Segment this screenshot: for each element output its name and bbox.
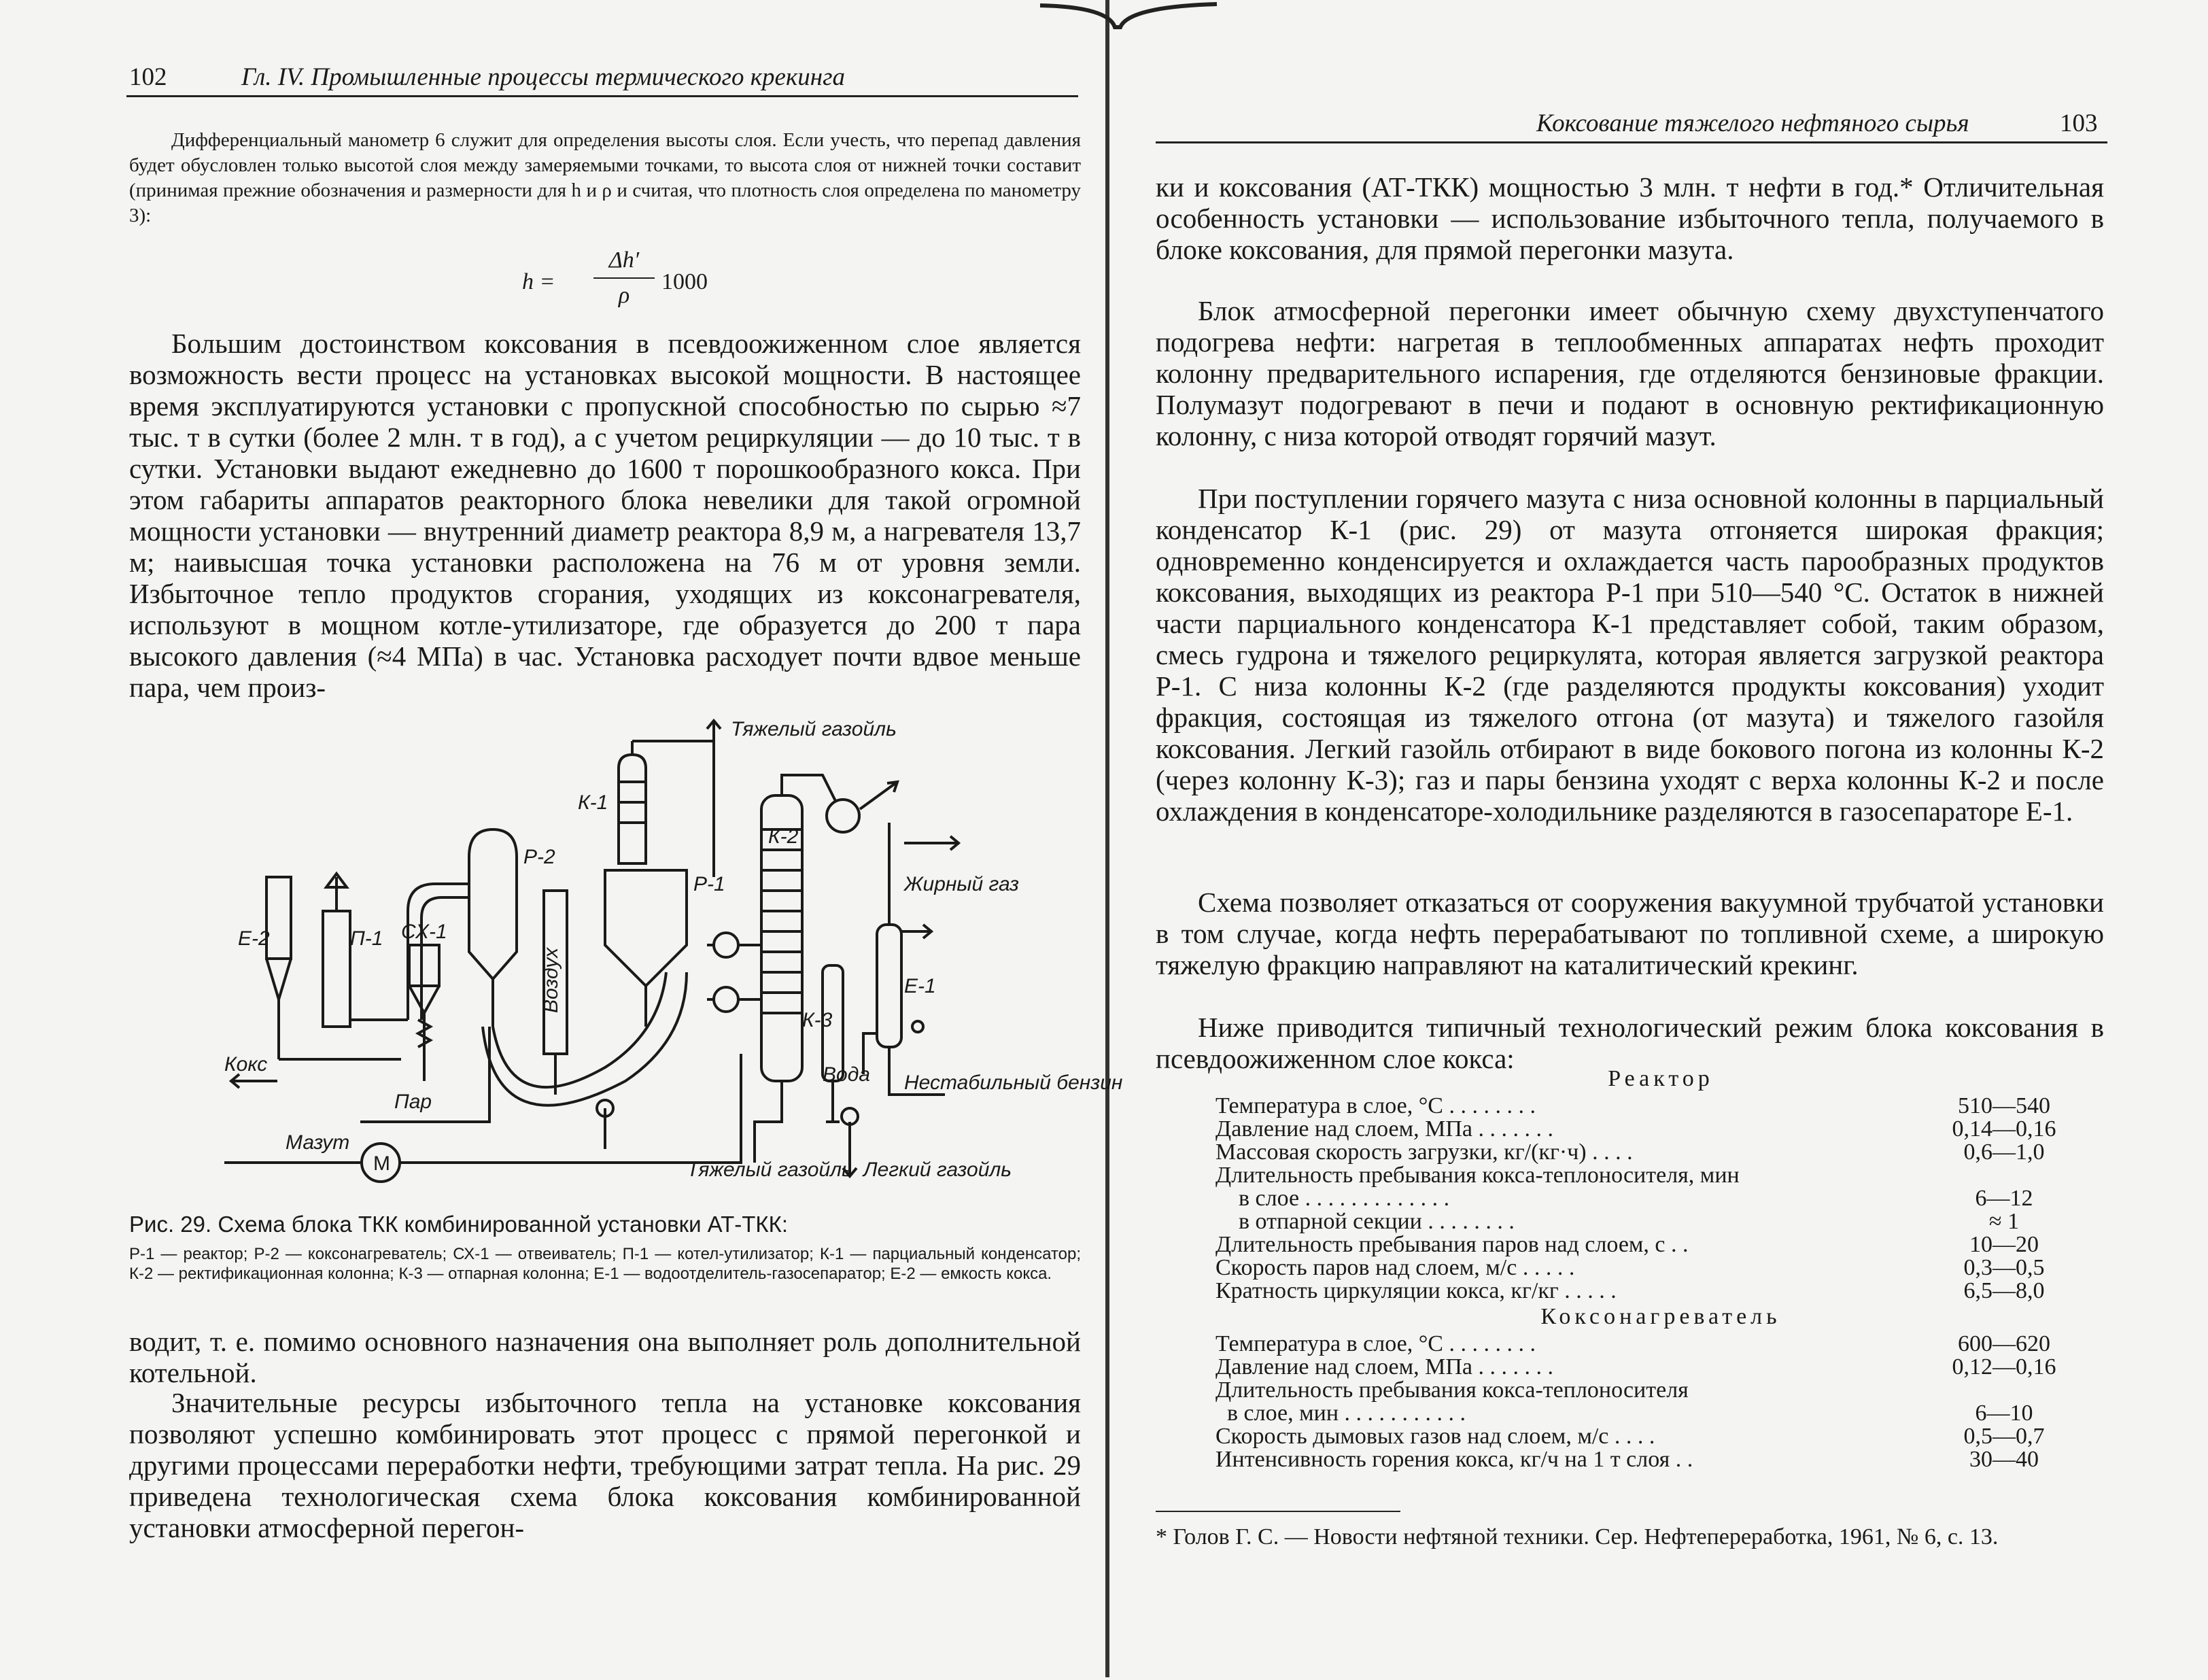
table-row (1215, 1186, 2106, 1209)
label-sx1: СХ-1 (401, 921, 447, 943)
reactor-p1 (605, 870, 687, 986)
formula-denominator: ρ (618, 283, 630, 308)
label-p1: Р-1 (693, 873, 725, 895)
formula-factor: 1000 (661, 269, 708, 294)
table-row (1215, 1116, 2106, 1142)
paragraph-5-right: Ниже приводится типичный технологический режим блока коксования в псевдоожиженном слое кокса: (1156, 1012, 2104, 1074)
formula-fraction-bar (593, 277, 655, 279)
row-label: Давление над слоем, МПа . . . . . . . (1215, 1354, 1553, 1379)
label-water: Вода (823, 1063, 870, 1086)
row-value: 0,14—0,16 (1952, 1116, 2056, 1142)
table-row (1215, 1354, 2106, 1377)
header-rule-right (1156, 141, 2107, 143)
row-value: ≈ 1 (1988, 1209, 2020, 1234)
book-gutter (1100, 0, 1115, 1677)
cyclone-sx1 (409, 945, 439, 986)
row-label: Скорость паров над слоем, м/с . . . . . (1215, 1255, 1575, 1280)
paragraph-3-left: Значительные ресурсы избыточного тепла на установке коксования позволяют успешно комбинировать этот процесс с прямой перегонкой и другими процессами переработки нефти, требующими затрат тепла. На рис. 29 приведена технологическая схема блока коксования комбинированной установки атмосферной перегон- (129, 1387, 1081, 1543)
row-label: Скорость дымовых газов над слоем, м/с . . . . (1215, 1424, 1655, 1449)
row-value: 6,5—8,0 (1963, 1278, 2045, 1303)
footnote: * Голов Г. С. — Новости нефтяной техники. Сер. Нефтепереработка, 1961, № 6, с. 13. (1156, 1524, 1999, 1549)
heavy-gasoil-arrow-top (707, 721, 721, 877)
row-label: Давление над слоем, МПа . . . . . . . (1215, 1116, 1553, 1142)
figure-29-diagram (224, 718, 1123, 1190)
row-value: 0,5—0,7 (1963, 1424, 2045, 1449)
label-air: Воздух (540, 947, 562, 1013)
formula-numerator: Δh′ (608, 247, 640, 273)
figure-caption-legend: Р-1 — реактор; Р-2 — коксонагреватель; СХ-1 — отвеиватель; П-1 — котел-утилизатор; К-1 — парциальный конденсатор; К-2 — ректификационная колонна; К-3 — отпарная колонна; Е-1 — водоотделитель-газосепаратор; Е-2 — емкость кокса. (129, 1245, 1081, 1283)
row-label: Длительность пребывания паров над слоем, с . . (1215, 1232, 1689, 1257)
table-row (1215, 1232, 2106, 1255)
formula (522, 249, 726, 324)
table-row (1215, 1424, 2106, 1447)
label-heavy-gasoil-bottom: Тяжелый газойль (687, 1159, 852, 1181)
table-row (1215, 1093, 2106, 1116)
table-row (1215, 1278, 2106, 1301)
table-row (1215, 1139, 2106, 1163)
row-label: Интенсивность горения кокса, кг/ч на 1 т слоя . . (1215, 1447, 1693, 1472)
paragraph-2-right: Блок атмосферной перегонки имеет обычную схему двухступенчатого подогрева нефти: нагретая в теплообменных аппаратах нефть проходит колонну предварительного испарения, где отделяются бензиновые фракции. Полумазут подогревают в печи и подают в основную ректификационную колонну, с низа которой отводят горячий мазут. (1156, 295, 2104, 451)
row-label: Длительность пребывания кокса-теплоносителя (1215, 1377, 1689, 1403)
paragraph-4-right: Схема позволяет отказаться от сооружения вакуумной трубчатой установки в том случае, когда нефть перерабатывают по топливной схеме, а широкую тяжелую фракцию направляют на каталитический крекинг. (1156, 887, 2104, 980)
label-heavy-gasoil-top: Тяжелый газойль (731, 718, 897, 740)
separator-e1 (877, 925, 901, 1047)
label-fat-gas: Жирный газ (904, 873, 1019, 895)
label-light-gasoil: Легкий газойль (863, 1159, 1012, 1181)
row-value: 0,3—0,5 (1963, 1255, 2045, 1280)
running-head-left: Гл. IV. Промышленные процессы термического крекинга (241, 63, 846, 91)
row-value: 510—540 (1958, 1093, 2050, 1118)
fat-gas-arrow (904, 836, 959, 850)
row-label: Температура в слое, °С . . . . . . . . (1215, 1331, 1536, 1356)
paragraph-2-left: водит, т. е. помимо основного назначения она выполняет роль дополнительной котельной. (129, 1326, 1081, 1388)
row-value: 6—12 (1975, 1186, 2033, 1211)
boiler-pi1 (323, 911, 350, 1027)
row-label: Массовая скорость загрузки, кг/(кг·ч) . . . . (1215, 1139, 1633, 1165)
label-k1: К-1 (578, 791, 608, 814)
table-row (1215, 1331, 2106, 1354)
label-k3: К-3 (802, 1009, 833, 1031)
condenser-k1 (619, 755, 646, 863)
label-motor: М (373, 1152, 390, 1175)
label-coke: Кокс (224, 1053, 268, 1076)
intro-paragraph: Дифференциальный манометр 6 служит для определения высоты слоя. Если учесть, что перепад давления будет обусловлен только высотой слоя между замеряемыми точками, то высота слоя от нижней точки составит (принимая прежние обозначения и размерности для h и ρ и считая, что плотность слоя определена по манометру 3): (129, 129, 1081, 226)
label-unstable-gasoline: Нестабильный бензин (904, 1072, 1123, 1094)
page-number-right: 103 (2060, 109, 2098, 137)
row-label: в слое, мин . . . . . . . . . . . (1215, 1401, 1466, 1426)
row-value: 600—620 (1958, 1331, 2050, 1356)
table-row (1215, 1255, 2106, 1278)
header-rule-left (126, 95, 1078, 97)
label-p2: Р-2 (523, 846, 555, 868)
regime-table (1215, 1066, 2106, 1470)
row-value: 0,6—1,0 (1963, 1139, 2045, 1165)
heater-p2 (469, 829, 517, 979)
row-label: Кратность циркуляции кокса, кг/кг . . . . . (1215, 1278, 1617, 1303)
table-row (1215, 1377, 2106, 1401)
table-row (1215, 1163, 2106, 1186)
row-value: 0,12—0,16 (1952, 1354, 2056, 1379)
page-number-left: 102 (129, 63, 167, 91)
row-label: Длительность пребывания кокса-теплоносителя, мин (1215, 1163, 1740, 1188)
right-page (1115, 0, 2208, 1677)
row-value: 10—20 (1969, 1232, 2039, 1257)
label-mazut: Мазут (286, 1131, 350, 1154)
row-label: Температура в слое, °С . . . . . . . . (1215, 1093, 1536, 1118)
row-label: в слое . . . . . . . . . . . . . (1215, 1186, 1450, 1211)
coke-arrow (231, 1074, 277, 1088)
heater-rows (1215, 1331, 2106, 1470)
reactor-title: Реактор (1608, 1066, 1714, 1091)
paragraph-1-left: Большим достоинством коксования в псевдоожиженном слое является возможность вести процесс на установках высокой мощности. В настоящее время эксплуатируются установки с пропускной способностью по сырью ≈7 тыс. т в сутки (более 2 млн. т в год), а с учетом рециркуляции — до 10 тыс. т в сутки. Установки выдают ежедневно до 1600 т порошкообразного кокса. При этом габариты аппаратов реакторного блока невелики для такой огромной мощности установки — внутренний диаметр реактора 8,9 м, а нагревателя 13,7 м; наивысшая точка установки расположена на 76 м от уровня земли. Избыточное тепло продуктов сгорания, уходящих из коксонагревателя, используют в мощном котле-утилизаторе, где образуется до 200 т пара высокого давления (≈4 МПа) в час. Установка расходует почти вдвое меньше пара, чем произ- (129, 328, 1081, 703)
vessel-e2 (266, 877, 291, 959)
table-row (1215, 1209, 2106, 1232)
row-value: 30—40 (1969, 1447, 2039, 1472)
table-row (1215, 1447, 2106, 1470)
gutter-shadow (1100, 0, 1115, 1677)
figure-caption-title: Рис. 29. Схема блока ТКК комбинированной установки АТ-ТКК: (129, 1212, 789, 1237)
paragraph-3-right: При поступлении горячего мазута с низа основной колонны в парциальный конденсатор К-1 (рис. 29) от мазута отгоняется широкая фракция; одновременно конденсируется и охлаждается часть парообразных продуктов коксования, выходящих из реактора Р-1 при 510—540 °С. Остаток в нижней части парциального конденсатора К-1 представляет собой, таким образом, смесь гудрона и тяжелого рециркулята, которая является загрузкой реактора Р-1. С низа колонны К-2 (где разделяются продукты коксования) уходит фракция, состоящая из тяжелого отгона (от мазута) и тяжелого газойля коксования. Легкий газойль отбирают в виде бокового погона из колонны К-2 (через колонну К-3); газ и пары бензина уходят с верха колонны К-2 и после охлаждения в конденсаторе-холодильнике разделяются в газосепараторе Е-1. (1156, 483, 2104, 827)
label-k2: К-2 (768, 825, 799, 848)
footnote-rule (1156, 1511, 1400, 1512)
row-value: 6—10 (1975, 1401, 2033, 1426)
reactor-rows (1215, 1093, 2106, 1301)
running-head-right: Коксование тяжелого нефтяного сырья (1536, 109, 1969, 137)
formula-lhs: h = (522, 269, 555, 294)
label-steam: Пар (394, 1091, 432, 1113)
overhead-condenser (827, 800, 859, 832)
label-e2: Е-2 (238, 927, 270, 950)
row-label: в отпарной секции . . . . . . . . (1215, 1209, 1515, 1234)
heater-title: Коксонагреватель (1540, 1304, 1781, 1329)
table-row (1215, 1401, 2106, 1424)
label-pi1: П-1 (350, 927, 383, 950)
label-e1: Е-1 (904, 975, 936, 997)
paragraph-1-right: ки и коксования (АТ-ТКК) мощностью 3 млн. т нефти в год.* Отличительная особенность установки — использование избыточного тепла, получаемого в блоке коксования, для прямой перегонки мазута. (1156, 171, 2104, 265)
